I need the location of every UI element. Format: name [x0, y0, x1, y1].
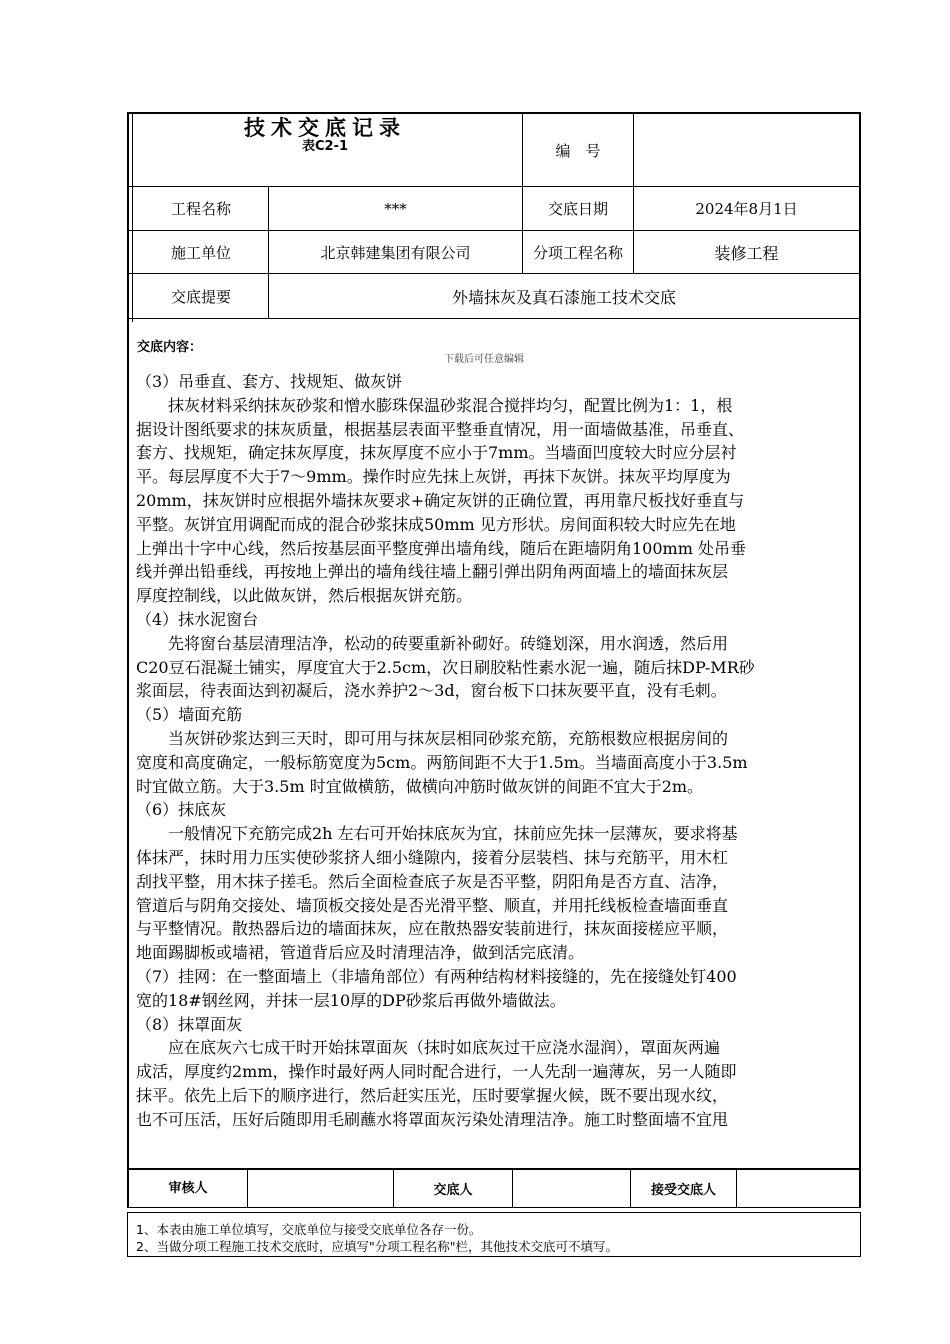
content-line: 浆面层，待表面达到初凝后，浇水养护2～3d，窗台板下口抹灰要平直，没有毛刺。: [136, 681, 727, 701]
content-line: 20mm，抹灰饼时应根据外墙抹灰要求+确定灰饼的正确位置，再用靠尺板找好垂直与: [136, 490, 745, 510]
contractor-value[interactable]: 北京韩建集团有限公司: [320, 243, 471, 262]
download-note: 下载后可任意编辑: [444, 354, 524, 365]
content-line: 成活，厚度约2mm，操作时最好两人同时配合进行，一人先刮一遍薄灰，另一人随即: [136, 1062, 737, 1082]
disclosure-content: [136, 370, 854, 1165]
content-line: 与平整情况。散热器后边的墙面抹灰，应在散热器安装前进行，抹灰面接槎应平顺，: [136, 919, 729, 939]
receiver-label: 接受交底人: [650, 1182, 716, 1198]
content-line: 平。每层厚度不大于7～9mm。操作时应先抹上灰饼，再抹下灰饼。抹灰平均厚度为: [136, 467, 731, 487]
content-line: 体抹严，抹时用力压实使砂浆挤人细小缝隙内，接着分层装档、抹与充筋平，用木杠: [136, 847, 729, 867]
content-line: 当灰饼砂浆达到三天时，即可用与抹灰层相同砂浆充筋，充筋根数应根据房间的: [136, 728, 729, 748]
number-value[interactable]: [634, 114, 859, 186]
content-line: （8）抹罩面灰: [136, 1014, 243, 1034]
content-line: 应在底灰六七成干时开始抹罩面灰（抹时如底灰过干应浇水湿润），罩面灰两遍: [136, 1038, 721, 1058]
content-line: 平整。灰饼宜用调配而成的混合砂浆抹成50mm 见方形状。房间面积较大时应先在地: [136, 514, 736, 534]
content-line: 先将窗台基层清理洁净，松动的砖要重新补砌好。砖缝划深，用水润透，然后用: [136, 633, 729, 653]
content-line: （5）墙面充筋: [136, 705, 243, 725]
content-line: 刮找平整，用木抹子搓毛。然后全面检查底子灰是否平整，阴阳角是否方直、洁净，: [136, 871, 729, 891]
number-label: 编 号: [555, 141, 601, 160]
footnote-1: 1、本表由施工单位填写，交底单位与接受交底单位各存一份。: [136, 1222, 482, 1237]
project-name-value[interactable]: ***: [384, 199, 407, 218]
summary-value[interactable]: 外墙抹灰及真石漆施工技术交底: [451, 287, 676, 307]
content-line: （7）挂网：在一整面墙上（非墙角部位）有两种结构材料接缝的，先在接缝处钉400: [136, 966, 737, 986]
content-line: 也不可压活，压好后随即用毛刷蘸水将罩面灰污染处清理洁净。施工时整面墙不宜甩: [136, 1109, 729, 1129]
receiver-field[interactable]: [737, 1169, 859, 1207]
content-line: 时宜做立筋。大于3.5m 时宜做横筋，做横向冲筋时做灰饼的间距不宜大于2m。: [136, 776, 704, 796]
contractor-label: 施工单位: [170, 243, 231, 262]
content-line: （4）抹水泥窗台: [136, 609, 259, 629]
page-title: 技术交底记录: [244, 116, 406, 140]
footnote-2: 2、当做分项工程施工技术交底时，应填写"分项工程名称"栏，其他技术交底可不填写。: [136, 1239, 618, 1254]
content-line: 抹平。依先上后下的顺序进行，然后赶实压光，压时要掌握火候，既不要出现水纹，: [136, 1085, 729, 1105]
form-code: 表C2-1: [301, 138, 349, 154]
content-line: 地面踢脚板或墙裙，管道背后应及时清理洁净，做到活完底清。: [136, 943, 585, 963]
subproject-value[interactable]: 装修工程: [714, 243, 779, 263]
content-line: （6）抹底灰: [136, 800, 227, 820]
reviewer-field[interactable]: [248, 1169, 393, 1207]
reviewer-label: 审核人: [168, 1180, 208, 1196]
summary-label: 交底提要: [170, 287, 231, 306]
content-line: 宽的18#钢丝网，并抹一层10厚的DP砂浆后再做外墙做法。: [136, 990, 566, 1010]
content-line: 厚度控制线，以此做灰饼，然后根据灰饼充筋。: [136, 586, 473, 606]
content-line: 抹灰材料采纳抹灰砂浆和憎水膨珠保温砂浆混合搅拌均匀，配置比例为1：1，根: [136, 395, 733, 415]
content-line: 一般情况下充筋完成2h 左右可开始抹底灰为宜，抹前应先抹一层薄灰，要求将基: [136, 824, 738, 844]
date-value[interactable]: 2024年8月1日: [695, 200, 798, 218]
content-line: 宽度和高度确定，一般标筋宽度为5cm。两筋间距不大于1.5m。当墙面高度小于3.5m: [136, 752, 748, 772]
content-line: 线并弹出铅垂线，再按地上弹出的墙角线往墙上翻引弹出阴角两面墙上的墙面抹灰层: [136, 562, 729, 582]
content-label: 交底内容：: [137, 340, 203, 355]
discloser-field[interactable]: [513, 1169, 630, 1207]
content-line: 据设计图纸要求的抹灰质量，根据基层表面平整垂直情况，用一面墙做基准，吊垂直、: [136, 419, 745, 439]
content-line: 套方、找规矩，确定抹灰厚度，抹灰厚度不应小于7mm。当墙面凹度较大时应分层衬: [136, 443, 737, 463]
discloser-label: 交底人: [433, 1182, 473, 1198]
content-line: 上弹出十字中心线，然后按基层面平整度弹出墙角线，随后在距墙阴角100mm 处吊垂: [136, 538, 746, 558]
content-line: C20豆石混凝土铺实，厚度宜大于2.5cm，次日刷胶粘性素水泥一遍，随后抹DP-MR砂: [136, 657, 755, 677]
content-line: 管道后与阴角交接处、墙顶板交接处是否光滑平整、顺直，并用托线板检查墙面垂直: [136, 895, 729, 915]
content-line: （3）吊垂直、套方、找规矩、做灰饼: [136, 372, 403, 391]
project-name-label: 工程名称: [170, 200, 231, 218]
date-label: 交底日期: [547, 200, 608, 218]
subproject-label: 分项工程名称: [532, 243, 623, 262]
